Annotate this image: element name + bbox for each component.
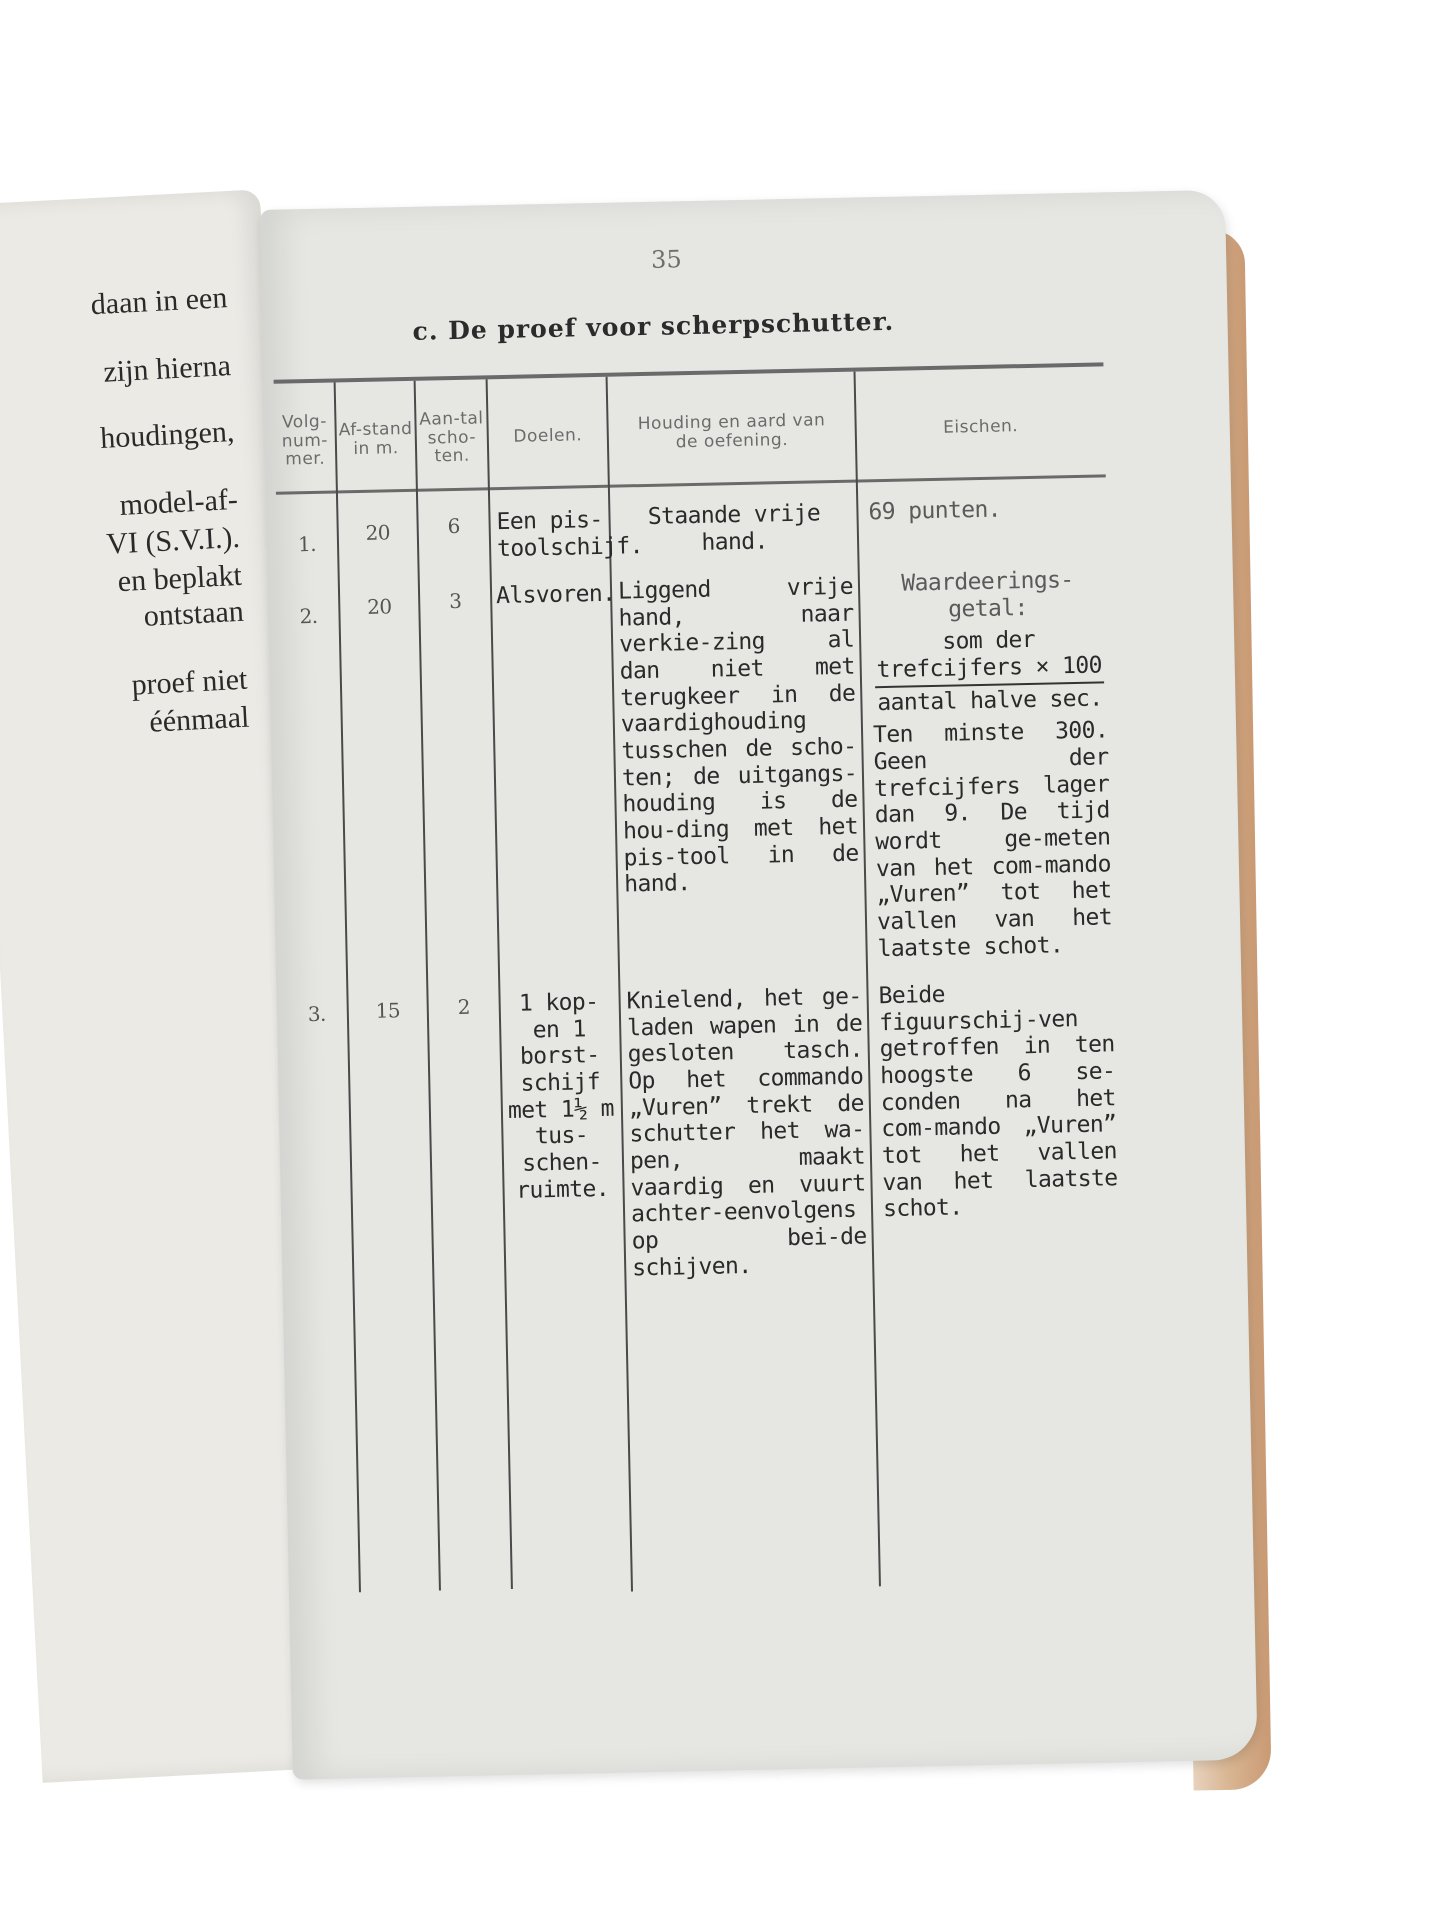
column-rule xyxy=(414,381,441,1591)
header-houding: Houding en aard van de oefening. xyxy=(637,410,826,453)
row3-doelen: 1 kop- en 1 borst-schijf met 1½ m tus-schen-ruimte. xyxy=(507,989,615,1204)
exercise-table xyxy=(274,362,1130,1633)
fraction-denominator: aantal halve sec. xyxy=(877,685,1103,716)
row2-afstand: 20 xyxy=(366,594,392,619)
row1-doelen: Een pis-toolschijf. xyxy=(496,506,644,562)
row2-eischen xyxy=(870,566,1113,962)
section-title: c. De proef voor scherpschutter. xyxy=(412,306,895,346)
row3-volgnummer: 3. xyxy=(307,1001,327,1027)
header-volgnummer: Volg-num-mer. xyxy=(281,411,329,470)
left-page-line: VI (S.V.I.). xyxy=(105,520,241,561)
row1-afstand: 20 xyxy=(365,520,391,545)
left-page-line: proef niet xyxy=(130,662,249,702)
left-page-line: daan in een xyxy=(89,281,229,322)
header-afstand: Af-stand in m. xyxy=(338,419,413,460)
row3-aantal: 2 xyxy=(457,994,471,1020)
row2-doelen: Alsvoren. xyxy=(495,580,616,610)
row2-volgnummer: 2. xyxy=(299,603,318,629)
row1-aantal: 6 xyxy=(447,513,460,539)
row2-eischen-rest: Ten minste 300. Geen der trefcijfers lager dan 9. De tijd wordt ge-meten van het com-mando „Vuren” tot het vallen van het laatste schot. xyxy=(872,717,1113,962)
row1-eischen: 69 punten. xyxy=(868,496,1002,526)
column-rule xyxy=(854,372,881,1587)
row3-afstand: 15 xyxy=(375,998,401,1023)
right-page xyxy=(260,190,1258,1780)
row1-volgnummer: 1. xyxy=(297,531,317,557)
left-page-line: zijn hierna xyxy=(102,349,232,389)
left-page-line: éénmaal xyxy=(148,700,251,739)
left-page-line: en beplakt xyxy=(116,558,243,599)
row2-houding: Liggend vrije hand, naar verkie-zing al dan niet met terugkeer in de vaardighouding tusschen de scho-ten; de uitgangs-houding is de hou-ding met het pis-tool in de hand. xyxy=(617,573,859,898)
left-page-line: ontstaan xyxy=(142,594,245,633)
fraction-numerator-line2: trefcijfers × 100 xyxy=(874,652,1104,687)
row3-houding: Knielend, het ge-laden wapen in de gesloten tasch. Op het commando „Vuren” trekt de schutter het wa-pen, maakt vaardig en vuurt achter-eenvolgens op bei-de schijven. xyxy=(626,983,867,1282)
row2-aantal: 3 xyxy=(448,588,462,614)
header-aantal: Aan-tal scho-ten. xyxy=(419,408,484,467)
left-page-line: model-af- xyxy=(118,482,239,523)
row1-houding: Staande vrije hand. xyxy=(647,500,821,556)
row2-eischen-fraction xyxy=(871,626,1108,717)
column-rule xyxy=(334,382,361,1592)
page-number: 35 xyxy=(650,245,682,274)
left-page-line: houdingen, xyxy=(99,414,236,455)
header-eischen: Eischen. xyxy=(942,415,1019,438)
header-doelen: Doelen. xyxy=(513,424,583,447)
fraction-numerator-line1: som der xyxy=(942,627,1036,656)
row2-eischen-intro: Waardeerings-getal: xyxy=(901,567,1074,623)
row3-eischen: Beide figuurschij-ven getroffen in ten hoogste 6 se-conden na het com-mando „Vuren” tot het vallen van het laatste schot. xyxy=(878,981,1118,1223)
